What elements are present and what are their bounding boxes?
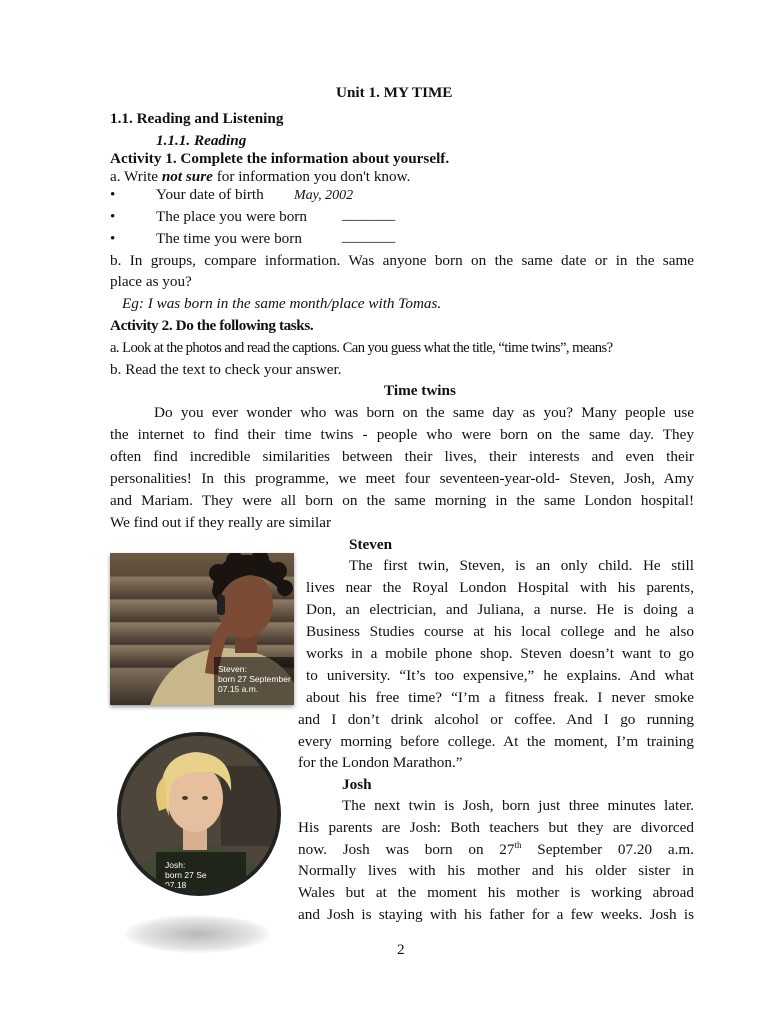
activity-2-task-b: b. Read the text to check your answer. <box>110 361 342 378</box>
activity-1-title: Activity 1. Complete the information about yourself. <box>110 150 450 167</box>
birth-date-answer: May, 2002 <box>294 188 354 203</box>
josh-line: Normally lives with his mother and his older sister in <box>298 862 694 879</box>
activity-2-task-a: a. Look at the photos and read the captions. Can you guess what the title, “time twins”, means? <box>110 340 613 356</box>
josh-line: now. Josh was born on 27th September 07.20 a.m. <box>298 839 694 858</box>
bullet-list-item <box>110 186 115 204</box>
bullet-label: The place you were born <box>156 208 307 225</box>
birth-place-blank[interactable]: _______ <box>342 206 396 223</box>
bullet-list-item <box>110 208 115 226</box>
intro-line: personalities! In this programme, we meet four seventeen-year-old- Steven, Josh, Amy <box>110 470 694 487</box>
steven-line: about his free time? “I’m a fitness freak. I never smoke <box>306 689 694 706</box>
bullet-icon: • <box>110 230 116 247</box>
steven-line: lives near the Royal London Hospital with his parents, <box>306 579 694 596</box>
example-sentence: Eg: I was born in the same month/place with Tomas. <box>122 295 442 312</box>
activity-1-instruction-b: b. In groups, compare information. Was anyone born on the same date or in the same <box>110 252 694 269</box>
steven-photo <box>110 553 294 705</box>
bullet-label: The time you were born <box>156 230 302 247</box>
bullet-label: Your date of birth <box>156 186 264 203</box>
bullet-icon: • <box>110 208 116 225</box>
reading-title: Time twins <box>384 382 456 399</box>
intro-line: Do you ever wonder who was born on the same day as you? Many people use <box>154 404 694 421</box>
josh-line: The next twin is Josh, born just three minutes later. <box>342 797 694 814</box>
activity-2-title: Activity 2. Do the following tasks. <box>110 317 314 334</box>
josh-line: Wales but at the moment his mother is working abroad <box>298 884 694 901</box>
birth-time-blank[interactable]: _______ <box>342 228 396 245</box>
section-heading: 1.1. Reading and Listening <box>110 110 284 127</box>
josh-photo <box>117 732 281 896</box>
steven-photo-caption: Steven: born 27 September 07.15 a.m. <box>218 664 291 694</box>
photo-shadow <box>125 915 270 953</box>
josh-heading: Josh <box>342 776 372 793</box>
subsection-heading: 1.1.1. Reading <box>156 132 247 149</box>
intro-line: the internet to find their time twins - people who were born on the same day. They <box>110 426 694 443</box>
activity-1-instruction-b-cont: place as you? <box>110 273 192 290</box>
intro-line: and Mariam. They were all born on the same morning in the same London hospital! <box>110 492 694 509</box>
steven-line: every morning before college. At the moment, I’m training <box>298 733 694 750</box>
josh-photo-caption: Josh: born 27 Se 07.18 <box>165 860 207 890</box>
josh-line: His parents are Josh: Both teachers but they are divorced <box>298 819 694 836</box>
steven-line: Don, an electrician, and Juliana, a nurse. He is doing a <box>306 601 694 618</box>
bullet-icon: • <box>110 186 116 203</box>
unit-title: Unit 1. MY TIME <box>336 84 453 101</box>
steven-heading: Steven <box>349 536 393 553</box>
activity-1-instruction-a: a. Write not sure for information you don't know. <box>110 168 411 185</box>
intro-line: We find out if they really are similar <box>110 514 332 531</box>
steven-line: and I don’t drink alcohol or coffee. And I go running <box>298 711 694 728</box>
josh-line: and Josh is staying with his father for a few weeks. Josh is <box>298 906 694 923</box>
steven-line: for the London Marathon.” <box>298 754 463 771</box>
steven-line: works in a mobile phone shop. Steven doesn’t want to go <box>306 645 694 662</box>
intro-line: often find incredible similarities between their lives, their interests and even their <box>110 448 694 465</box>
bullet-list-item <box>110 230 115 248</box>
steven-line: to university. “It’s too expensive,” he explains. And what <box>306 667 694 684</box>
page-number: 2 <box>397 941 405 958</box>
steven-line: The first twin, Steven, is an only child. He still <box>349 557 694 574</box>
steven-line: Business Studies course at his local college and he also <box>306 623 694 640</box>
